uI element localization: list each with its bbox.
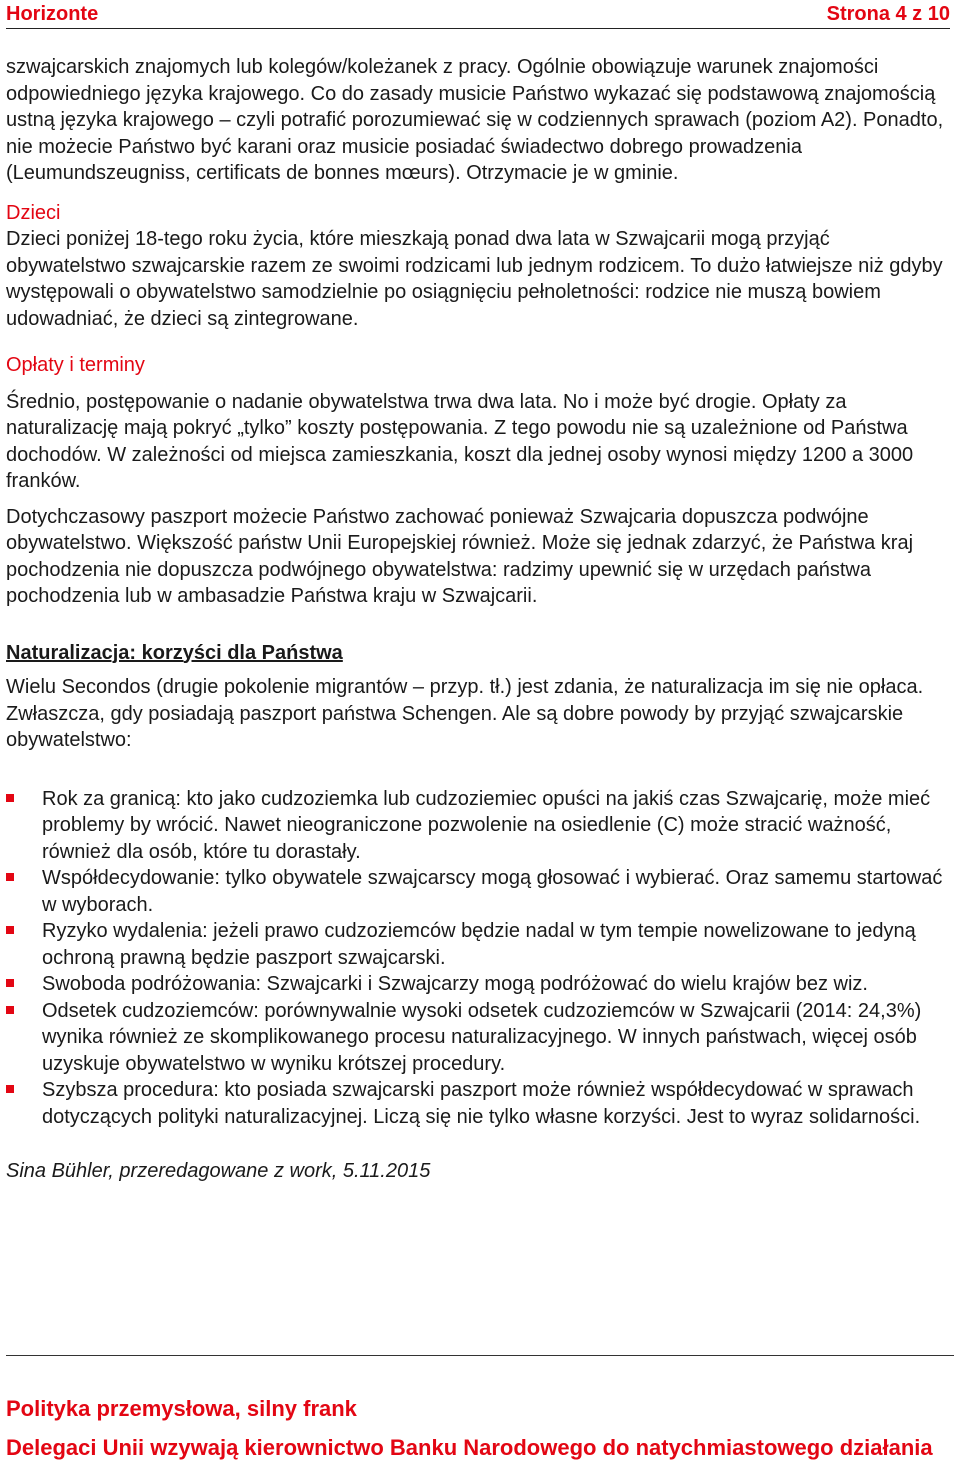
bullet-square-icon <box>6 794 14 802</box>
page-number: Strona 4 z 10 <box>826 2 950 25</box>
bullet-square-icon <box>6 873 14 881</box>
bullet-square-icon <box>6 1006 14 1014</box>
list-item: Szybsza procedura: kto posiada szwajcarski paszport może również współdecydować w sprawach dotyczących polityki naturalizacyjnej. Liczą się nie tylko własne korzyści. Jest to wyraz solidarności. <box>6 1077 954 1130</box>
benefits-list <box>6 786 954 1131</box>
section-heading-dzieci: Dzieci <box>6 201 61 224</box>
list-item: Swoboda podróżowania: Szwajcarki i Szwajcarzy mogą podróżować do wielu krajów bez wiz. <box>6 971 954 998</box>
oplaty-paragraph-2: Dotychczasowy paszport możecie Państwo zachować ponieważ Szwajcaria dopuszcza podwójne obywatelstwo. Większość państw Unii Europejskiej również. Może się jednak zdarzyć, że Państwa kraj pochodzenia nie dopuszcza podwójnego obywatelstwa: radzimy upewnić się w urzędach państwa pochodzenia lub w ambasadzie Państwa kraju w Szwajcarii. <box>6 505 914 607</box>
section-heading-naturalizacja: Naturalizacja: korzyści dla Państwa <box>6 641 343 664</box>
list-item: Rok za granicą: kto jako cudzoziemka lub cudzoziemiec opuści na jakiś czas Szwajcarię, może mieć problemy by wrócić. Nawet nieograniczone pozwolenie na osiedlenie (C) może stracić ważność, również dla osób, które tu dorastały. <box>6 786 954 866</box>
page-header <box>6 0 950 29</box>
publication-name: Horizonte <box>6 2 99 25</box>
list-item: Ryzyko wydalenia: jeżeli prawo cudzoziemców będzie nadal w tym tempie nowelizowane to jedyną ochroną prawną będzie paszport szwajcarski. <box>6 918 954 971</box>
next-article-title: Polityka przemysłowa, silny frank <box>6 1396 357 1421</box>
bullet-square-icon <box>6 979 14 987</box>
dzieci-paragraph: Dzieci poniżej 18-tego roku życia, które mieszkają ponad dwa lata w Szwajcarii mogą przyjąć obywatelstwo szwajcarskie razem ze swoimi rodzicami lub jednym rodzicem. To dużo łatwiejsze niż gdyby występowali o obywatelstwo samodzielnie po osiągnięciu pełnoletności: rodzice nie muszą bowiem udowadniać, że dzieci są zintegrowane. <box>6 228 943 330</box>
list-item: Współdecydowanie: tylko obywatele szwajcarscy mogą głosować i wybierać. Oraz samemu startować w wyborach. <box>6 865 954 918</box>
bullet-square-icon <box>6 926 14 934</box>
section-heading-oplaty: Opłaty i terminy <box>6 354 145 376</box>
author-signature: Sina Bühler, przeredagowane z work, 5.11.2015 <box>6 1160 431 1182</box>
bullet-square-icon <box>6 1085 14 1093</box>
naturalizacja-paragraph: Wielu Secondos (drugie pokolenie migrantów – przyp. tł.) jest zdania, że naturalizacja im się nie opłaca. Zwłaszcza, gdy posiadają paszport państwa Schengen. Ale są dobre powody by przyjąć szwajcarskie obywatelstwo: <box>6 676 924 751</box>
section-divider <box>6 1355 954 1356</box>
oplaty-paragraph-1: Średnio, postępowanie o nadanie obywatelstwa trwa dwa lata. No i może być drogie. Opłaty za naturalizację mają pokryć „tylko” koszty postępowania. Z tego powodu nie są uzależnione od Państwa dochodów. W zależności od miejsca zamieszkania, koszt dla jednej osoby wynosi między 1200 a 3000 franków. <box>6 390 914 492</box>
intro-paragraph: szwajcarskich znajomych lub kolegów/koleżanek z pracy. Ogólnie obowiązuje warunek znajomości odpowiedniego języka krajowego. Co do zasady musicie Państwo wykazać się podstawową znajomością ustną języka krajowego – czyli potrafić porozumiewać się w codziennych sprawach (poziom A2). Ponadto, nie możecie Państwo być karani oraz musicie posiadać świadectwo dobrego prowadzenia (Leumundszeugniss, certificats de bonnes mœurs). Otrzymacie je w gminie. <box>6 56 944 184</box>
list-item: Odsetek cudzoziemców: porównywalnie wysoki odsetek cudzoziemców w Szwajcarii (2014: 24,3%) wynika również ze skomplikowanego procesu naturalizacyjnego. W innych państwach, więcej osób uzyskuje obywatelstwo w wyniku krótszej procedury. <box>6 998 954 1078</box>
article-body <box>6 54 954 1185</box>
next-article-subtitle: Delegaci Unii wzywają kierownictwo Banku Narodowego do natychmiastowego działania <box>6 1435 933 1460</box>
next-article-preview <box>6 1394 956 1463</box>
